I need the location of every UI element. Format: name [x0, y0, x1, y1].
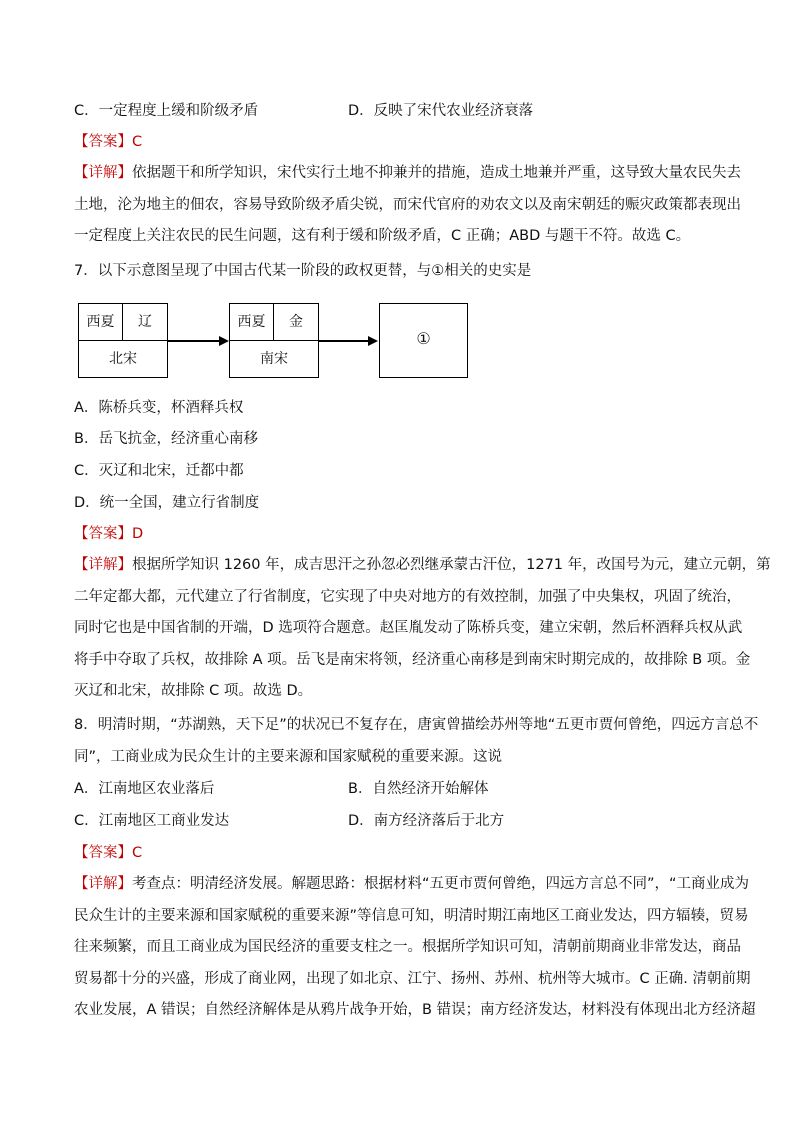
- q7-option-b: B．岳飞抗金，经济重心南移: [74, 431, 258, 447]
- detail-line: 民众生计的主要来源和国家赋税的重要来源”等信息可知，明清时期江南地区工商业发达，四方辐辏，贸易: [74, 907, 749, 924]
- question-line: 8．明清时期，“苏湖熟，天下足”的状况已不复存在，唐寅曾描绘苏州等地“五更市贾何曾绝，四远方言总不: [74, 717, 759, 733]
- diagram-cell-beisong: 北宋: [109, 351, 137, 367]
- q7-option-d: D．统一全国，建立行省制度: [74, 495, 260, 511]
- diagram-box-northern-song: [78, 303, 168, 378]
- detail-line: 往来频繁，而且工商业成为国民经济的重要支柱之一。根据所学知识可知，清朝前期商业非常发达，商品: [74, 939, 741, 955]
- detail-line: 考查点：明清经济发展。解题思路：根据材料“五更市贾何曾绝，四远方言总不同”，“工商业成为: [132, 876, 750, 892]
- detail-line: 农业发展，A 错误；自然经济解体是从鸦片战争开始，B 错误；南方经济发达，材料没有体现出北方经济超: [74, 1002, 756, 1018]
- diagram-cell-xixia: 西夏: [230, 304, 274, 341]
- answer-value: D: [132, 526, 144, 542]
- answer-tag: 【答案】: [74, 526, 132, 542]
- diagram-cell-nansong: 南宋: [260, 351, 288, 367]
- detail-line: 将手中夺取了兵权，故排除 A 项。岳飞是南宋将领，经济重心南移是到南宋时期完成的，故排除 B 项。金: [74, 651, 751, 668]
- q8-option-b: B．自然经济开始解体: [348, 781, 489, 797]
- q7-option-a: A．陈桥兵变，杯酒释兵权: [74, 400, 244, 416]
- q8-question: [74, 710, 759, 773]
- detail-line: 同时它也是中国省制的开端，D 选项符合题意。赵匡胤发动了陈桥兵变，建立宋朝，然后杯酒释兵权从武: [74, 620, 743, 636]
- diagram-cell-jin: 金: [274, 304, 318, 341]
- detail-line: 依据题干和所学知识，宋代实行土地不抑兼并的措施，造成土地兼并严重，这导致大量农民失去: [132, 165, 741, 181]
- q6-option-d: D．反映了宋代农业经济衰落: [348, 103, 534, 119]
- detail-tag: 【详解】: [74, 165, 132, 181]
- diagram-arrow-2: [319, 340, 369, 342]
- detail-line: 一定程度上关注农民的民生问题，这有利于缓和阶级矛盾，C 正确；ABD 与题干不符。故选 C。: [74, 228, 691, 244]
- diagram-cell-liao: 辽: [123, 304, 167, 341]
- diagram-arrowhead-1: [219, 336, 229, 346]
- q8-option-c: C．江南地区工商业发达: [74, 813, 230, 829]
- answer-value: C: [132, 134, 143, 150]
- diagram-box-unknown: [379, 303, 468, 378]
- answer-tag: 【答案】: [74, 134, 132, 150]
- answer-tag: 【答案】: [74, 845, 132, 861]
- diagram-circled-one: ①: [416, 329, 431, 348]
- detail-line: 根据所学知识 1260 年，成吉思汗之孙忽必烈继承蒙古汗位，1271 年，改国号为元，建立元朝，第: [132, 557, 771, 573]
- q7-detail: [74, 550, 771, 708]
- diagram-arrow-1: [168, 340, 220, 342]
- diagram-cell-xixia: 西夏: [79, 304, 123, 341]
- answer-value: C: [132, 845, 143, 861]
- q7-option-c: C．灭辽和北宋，迁都中都: [74, 463, 244, 479]
- q8-option-d: D．南方经济落后于北方: [348, 813, 505, 829]
- q8-answer: [74, 843, 142, 863]
- diagram-box-southern-song: [229, 303, 319, 378]
- detail-line: 二年定都大都，元代建立了行省制度，它实现了中央对地方的有效控制，加强了中央集权，巩固了统治，: [74, 588, 741, 605]
- detail-line: 土地，沦为地主的佃农，容易导致阶级矛盾尖锐，而宋代官府的劝农文以及南宋朝廷的赈灾政策都表现出: [74, 196, 741, 213]
- q6-option-c: C．一定程度上缓和阶级矛盾: [74, 103, 259, 119]
- q7-question: 7．以下示意图呈现了中国古代某一阶段的政权更替，与①相关的史实是: [74, 263, 532, 279]
- q8-option-a: A．江南地区农业落后: [74, 781, 215, 797]
- q7-answer: [74, 524, 143, 544]
- detail-line: 贸易都十分的兴盛，形成了商业网，出现了如北京、江宁、扬州、苏州、杭州等大城市。C 正确. 清朝前期: [74, 970, 751, 987]
- diagram-arrowhead-2: [368, 336, 378, 346]
- q8-detail: [74, 869, 756, 1027]
- detail-tag: 【详解】: [74, 876, 132, 892]
- detail-line: 灭辽和北宋，故排除 C 项。故选 D。: [74, 683, 313, 699]
- q6-answer: [74, 132, 142, 152]
- detail-tag: 【详解】: [74, 557, 132, 573]
- q6-detail: [74, 158, 741, 253]
- question-line: 同”，工商业成为民众生计的主要来源和国家赋税的重要来源。这说: [74, 748, 503, 765]
